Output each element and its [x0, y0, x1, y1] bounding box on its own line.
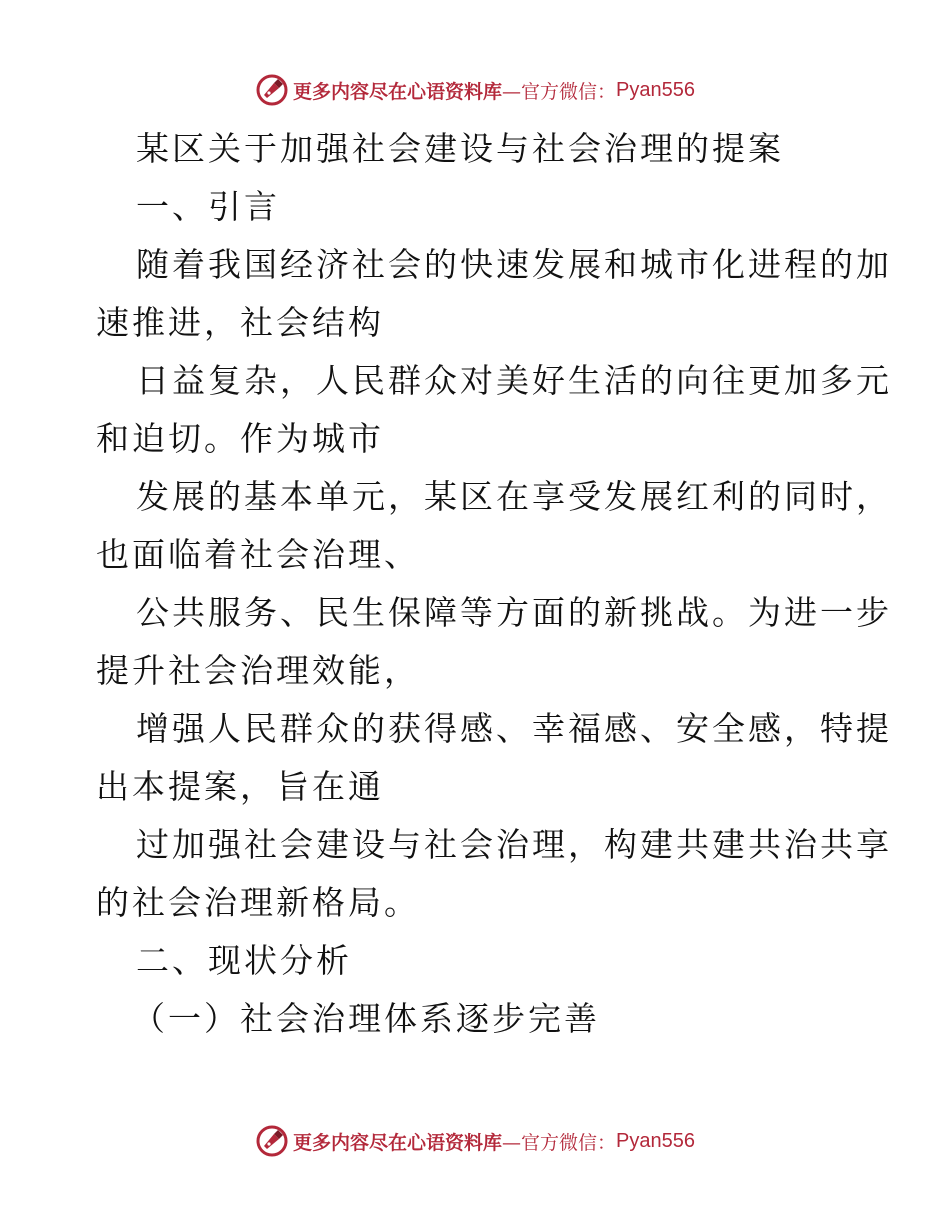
- header-banner: [0, 70, 950, 110]
- document-body: [96, 120, 892, 1048]
- paragraph-line: 公共服务、民生保障等方面的新挑战。为进一步: [136, 593, 892, 632]
- paragraph-line: 过加强社会建设与社会治理，构建共建共治共享: [136, 825, 892, 864]
- banner-separator-text: —官方微信：: [502, 1131, 617, 1154]
- pen-nib-circle-icon: [255, 1124, 289, 1158]
- document-title: 某区关于加强社会建设与社会治理的提案: [136, 129, 784, 168]
- paragraph-line: 出本提案，旨在通: [96, 767, 384, 806]
- paragraph-line: 发展的基本单元，某区在享受发展红利的同时，: [136, 477, 892, 516]
- paragraph-line: 随着我国经济社会的快速发展和城市化进程的加: [136, 245, 892, 284]
- section-heading-introduction: 一、引言: [136, 187, 280, 226]
- paragraph-line: 增强人民群众的获得感、幸福感、安全感，特提: [136, 709, 892, 748]
- paragraph-line: 也面临着社会治理、: [96, 535, 420, 574]
- paragraph-line: 和迫切。作为城市: [96, 419, 384, 458]
- banner-brand-text: 更多内容尽在心语资料库: [293, 1131, 503, 1154]
- section-heading-status-analysis: 二、现状分析: [136, 941, 352, 980]
- footer-banner: [0, 1121, 950, 1161]
- banner-account-id: Pyan556: [616, 1129, 695, 1152]
- paragraph-line: 提升社会治理效能，: [96, 651, 420, 690]
- banner-separator-text: —官方微信：: [502, 80, 617, 103]
- banner-brand-text: 更多内容尽在心语资料库: [293, 80, 503, 103]
- pen-nib-circle-icon: [255, 73, 289, 107]
- banner-account-id: Pyan556: [616, 78, 695, 101]
- paragraph-line: 的社会治理新格局。: [96, 883, 420, 922]
- subsection-heading: （一）社会治理体系逐步完善: [132, 999, 600, 1038]
- paragraph-line: 日益复杂，人民群众对美好生活的向往更加多元: [136, 361, 892, 400]
- paragraph-line: 速推进，社会结构: [96, 303, 384, 342]
